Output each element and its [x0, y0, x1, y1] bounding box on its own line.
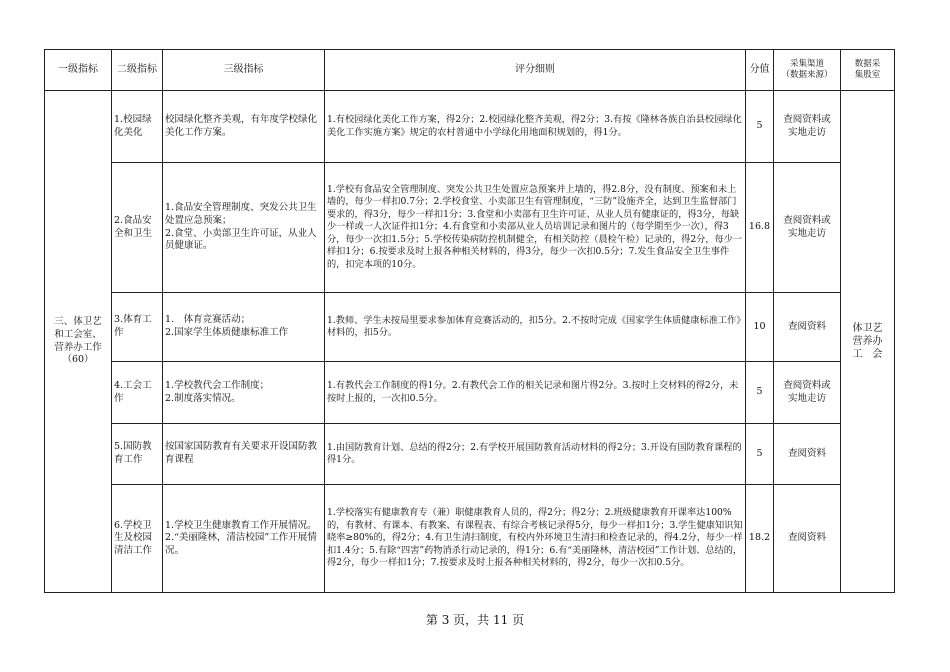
header-row — [45, 50, 895, 91]
detail-cell: 1.有校园绿化美化工作方案，得2分；2.校园绿化整齐美观，得2分；3.有按《隆林各族自治县校园绿化美化工作实施方案》规定的农村普通中小学绿化用地面积规划的，得1分。 — [325, 91, 746, 163]
detail-cell: 1.学校落实有健康教育专（兼）职健康教育人员的，得2分；得2分；2.班级健康教育开课率达100%的，有教材、有课本、有教案、有课程表、有综合考核记录得5分，每少一样扣1分；3.学生健康知识知晓率≥80%的，得2分；4.有卫生清扫制度，有校内外环境卫生清扫和检查记录的，得4.2分，每少一样扣1.4分；5.有除“四害”药物消杀行动记录的，得1分；6.有“美丽隆林，清洁校园”工作计划、总结的，得2分，每少一样扣1分；7.按要求及时上报各种相关材料的，得2分，每少一次扣0.5分。 — [325, 485, 746, 593]
header-level1: 一级指标 — [45, 50, 112, 91]
page-footer — [0, 611, 950, 628]
level2-cell: 1.校园绿 化美化 — [112, 91, 163, 163]
header-level3: 三级指标 — [163, 50, 325, 91]
source-cell: 查阅资料 — [774, 293, 841, 362]
table-row — [45, 485, 895, 593]
score-table-container — [44, 49, 894, 593]
detail-cell: 1.教师、学生未按局里要求参加体育竞赛活动的，扣5分。2.不按时完成《国家学生体质健康标准工作》材料的，扣5分。 — [325, 293, 746, 362]
level3-cell: 1.学校教代会工作制度； 2.制度落实情况。 — [163, 362, 325, 424]
level2-cell: 6.学校卫 生及校园 清洁工作 — [112, 485, 163, 593]
header-level2: 二级指标 — [112, 50, 163, 91]
table-row — [45, 91, 895, 163]
source-cell: 查阅资料或 实地走访 — [774, 163, 841, 293]
level3-cell: 1.学校卫生健康教育工作开展情况。 2.“美丽隆林，清洁校园”工作开展情况。 — [163, 485, 325, 593]
level3-cell: 1.食品安全管理制度、突发公共卫生处置应急预案； 2.食堂、小卖部卫生许可证，从业人员健康证。 — [163, 163, 325, 293]
level3-cell: 校园绿化整齐美观，有年度学校绿化美化工作方案。 — [163, 91, 325, 163]
header-collection-channel: 采集渠道 （数据来源） — [774, 50, 841, 91]
level2-cell: 2.食品安 全和卫生 — [112, 163, 163, 293]
source-cell: 查阅资料或 实地走访 — [774, 362, 841, 424]
score-cell: 5 — [746, 91, 774, 163]
table-row — [45, 293, 895, 362]
table-row — [45, 424, 895, 485]
detail-cell: 1.由国防教育计划、总结的得2分；2.有学校开展国防教育活动材料的得2分；3.开设有国防教育课程的得1分。 — [325, 424, 746, 485]
score-cell: 10 — [746, 293, 774, 362]
header-department: 数据采 集股室 — [841, 50, 895, 91]
header-score: 分值 — [746, 50, 774, 91]
score-cell: 5 — [746, 424, 774, 485]
score-table — [44, 49, 895, 593]
level2-cell: 5.国防教 育工作 — [112, 424, 163, 485]
score-cell: 18.2 — [746, 485, 774, 593]
page-number-label: 第 3 页，共 11 页 — [425, 613, 525, 627]
source-cell: 查阅资料 — [774, 485, 841, 593]
detail-cell: 1.学校有食品安全管理制度、突发公共卫生处置应急预案并上墙的，得2.8分，没有制度、预案和未上墙的，每少一样扣0.7分；2.学校食堂、小卖部卫生有管理制度，“三防”设施齐全，达到卫生监督部门要求的，得3分，每少一样扣1分；3.食堂和小卖部有卫生许可证、从业人员有健康证的，得3分，每缺少一样或一人次证件扣1分；4.有食堂和小卖部从业人员培训记录和图片的（每学期至少一次），得3分，每少一次扣1.5分；5.学校传染病防控机制健全，有相关防控（晨检午检）记录的，得2分，每少一样扣1分；6.按要求及时上报各种相关材料的，得3分，每少一次扣0.5分；7.发生食品安全卫生事件的，扣完本项的10分。 — [325, 163, 746, 293]
department-cell: 体卫艺 营养办 工 会 — [841, 91, 895, 593]
level3-cell: 1. 体育竞赛活动； 2.国家学生体质健康标准工作 — [163, 293, 325, 362]
table-row — [45, 163, 895, 293]
table-row — [45, 362, 895, 424]
level1-cell: 三、体卫艺 和工会室、 营养办工作 （60） — [45, 91, 112, 593]
source-cell: 查阅资料 — [774, 424, 841, 485]
source-cell: 查阅资料或 实地走访 — [774, 91, 841, 163]
level3-cell: 按国家国防教育有关要求开设国防教育课程 — [163, 424, 325, 485]
score-cell: 16.8 — [746, 163, 774, 293]
header-scoring-details: 评分细则 — [325, 50, 746, 91]
level2-cell: 3.体育工 作 — [112, 293, 163, 362]
detail-cell: 1.有教代会工作制度的得1分。2.有教代会工作的相关记录和图片得2分。3.按时上交材料的得2分，未按时上报的，一次扣0.5分。 — [325, 362, 746, 424]
level2-cell: 4.工会工 作 — [112, 362, 163, 424]
score-cell: 5 — [746, 362, 774, 424]
